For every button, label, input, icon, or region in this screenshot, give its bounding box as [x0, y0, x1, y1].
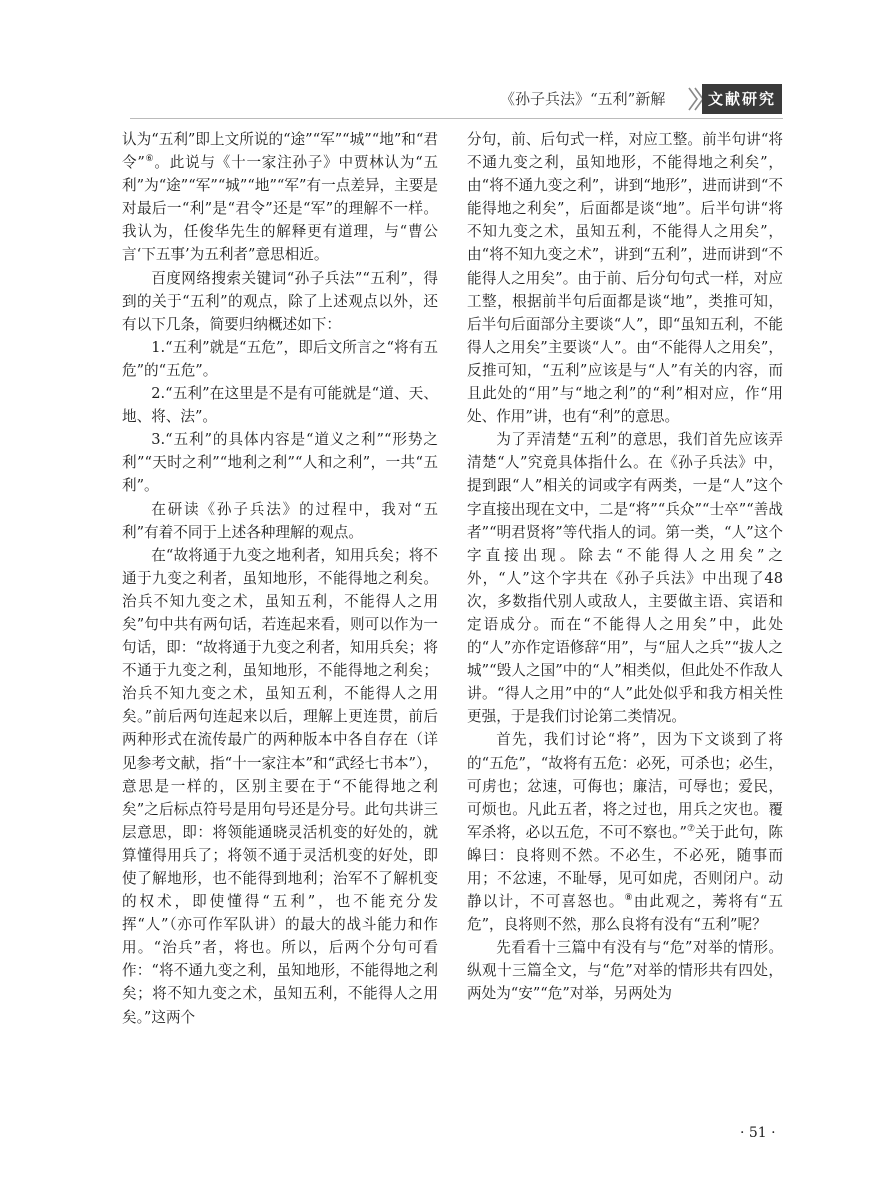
- paragraph-text: 认为“五利”即上文所说的“途”“军”“城”“地”和“君令”: [122, 131, 438, 172]
- paragraph-text: 关于此句，陈皞曰：良将则不然。不必生，不必死，随事而用；不忿速，不耻辱，见可如虎，否则闭户。动静以计，不可喜怒也。: [467, 823, 783, 911]
- paragraph: [467, 428, 783, 728]
- running-header: [0, 84, 890, 114]
- paragraph-text: 为了弄清楚“五利”的意思，我们首先应该弄清楚“人”究竟具体指什么。在《孙子兵法》中，提到跟“人”相关的词或字有两类，一是“人”这个字直接出现在文中，二是“将”“兵众”“士卒”“善战者”“明君贤将”等代指人的词。第一类，“人”这个字直接出现。除去“不能得人之用矣”之外，“人”这个字共在《孙子兵法》中出现了48次，多数指代别人或敌人，主要做主语、宾语和定语成分。而在“不能得人之用矣”中，此处的“人”亦作定语修辞“用”，与“屈人之兵”“拔人之城”“毁人之国”中的“人”相类似，但此处不作敌人讲。“得人之用”中的“人”此处似乎和我方相关性更强，于是我们讨论第二类情况。: [467, 431, 783, 726]
- header-rule: [130, 118, 783, 119]
- paragraph-text: 在“故将通于九变之地利者，知用兵矣；将不通于九变之利者，虽知地形，不能得地之利矣。治兵不知九变之术，虽知五利，不能得人之用矣”句中共有两句话，若连起来看，则可以作为一句话，即：“故将通于九变之利者，知用兵矣；将不通于九变之利，虽知地形，不能得地之利矣；治兵不知九变之术，虽知五利，不能得人之用矣。”前后两句连起来以后，理解上更连贯，前后两种形式在流传最广的两种版本中各自存在（详见参考文献，指“十一家注本”和“武经七书本”），意思是一样的，区别主要在于“不能得地之利矣”之后标点符号是用句号还是分号。此句共讲三层意思，即：将领能通晓灵活机变的好处的，就算懂得用兵了；将领不通于灵活机变的好处，即使了解地形，也不能得到地利；治军不了解机变的权术，即使懂得“五利”，也不能充分发挥“人”（亦可作军队讲）的最大的战斗能力和作用。“治兵”者，将也。所以，后两个分句可看作：“将不通九变之利，虽知地形，不能得地之利矣；将不知九变之术，虽知五利，不能得人之用矣。”这两个: [122, 546, 438, 1026]
- paragraph: [467, 728, 783, 936]
- footnote-marker: ⑦: [686, 823, 696, 834]
- paragraph: [122, 336, 438, 382]
- paragraph: [122, 267, 438, 336]
- right-column: [467, 128, 783, 1006]
- paragraph: [122, 544, 438, 1029]
- footnote-marker: ⑥: [144, 154, 155, 165]
- section-label: 文献研究: [702, 84, 782, 114]
- paragraph-text: 百度网络搜索关键词“孙子兵法”“五利”，得到的关于“五利”的观点，除了上述观点以外，还有以下几条，简要归纳概述如下：: [122, 269, 438, 333]
- paragraph: [122, 498, 438, 544]
- paragraph: [122, 428, 438, 497]
- page-number: · 51 ·: [740, 1125, 776, 1141]
- paragraph-text: 先看看十三篇中有没有与“危”对举的情形。纵观十三篇全文，与“危”对举的情形共有四处，两处为“安”“危”对举，另两处为: [467, 939, 783, 1003]
- paragraph-text: 2.“五利”在这里是不是有可能就是“道、天、地、将、法”。: [122, 385, 438, 426]
- paragraph: [467, 936, 783, 1005]
- paragraph-text: 首先，我们讨论“将”，因为下文谈到了将的“五危”，“故将有五危：必死，可杀也；必生，可虏也；忿速，可侮也；廉洁，可辱也；爱民，可烦也。凡此五者，将之过也，用兵之灾也。覆军杀将，必以五危，不可不察也。”: [467, 731, 783, 841]
- paragraph: [122, 128, 438, 267]
- paragraph-text: 由此观之，莠将有“五危”，良将则不然，那么良将有没有“五利”呢？: [467, 893, 783, 934]
- paragraph-text: 分句，前、后句式一样，对应工整。前半句讲“将不通九变之利，虽知地形，不能得地之利矣”，由“将不通九变之利”，讲到“地形”，进而讲到“不能得地之利矣”，后面都是谈“地”。后半句讲“将不知九变之术，虽知五利，不能得人之用矣”，由“将不知九变之术”，讲到“五利”，进而讲到“不能得人之用矣”。由于前、后分句句式一样，对应工整，根据前半句后面都是谈“地”，类推可知，后半句后面部分主要谈“人”，即“虽知五利，不能得人之用矣”主要谈“人”。由“不能得人之用矣”，反推可知，“五利”应该是与“人”有关的内容，而且此处的“用”与“地之利”的“利”相对应，作“用处、作用”讲，也有“利”的意思。: [467, 131, 783, 426]
- left-column: [122, 128, 438, 1029]
- paragraph: [467, 128, 783, 428]
- footnote-marker: ⑧: [624, 893, 634, 904]
- paragraph-text: 在研读《孙子兵法》的过程中，我对“五利”有着不同于上述各种理解的观点。: [122, 500, 438, 541]
- paragraph-text: 3.“五利”的具体内容是“道义之利”“形势之利”“天时之利”“地利之利”“人和之利”，一共“五利”。: [122, 431, 438, 495]
- paragraph-text: 1.“五利”就是“五危”，即后文所言之“将有五危”的“五危”。: [122, 338, 438, 379]
- paragraph: [122, 382, 438, 428]
- running-title: 《孙子兵法》“五利”新解: [500, 90, 666, 108]
- paragraph-text: 。此说与《十一家注孙子》中贾林认为“五利”为“途”“军”“城”“地”“军”有一点差异，主要是对最后一“利”是“君令”还是“军”的理解不一样。我认为，任俊华先生的解释更有道理，与“曹公言‘下五事’为五利者”意思相近。: [122, 154, 439, 264]
